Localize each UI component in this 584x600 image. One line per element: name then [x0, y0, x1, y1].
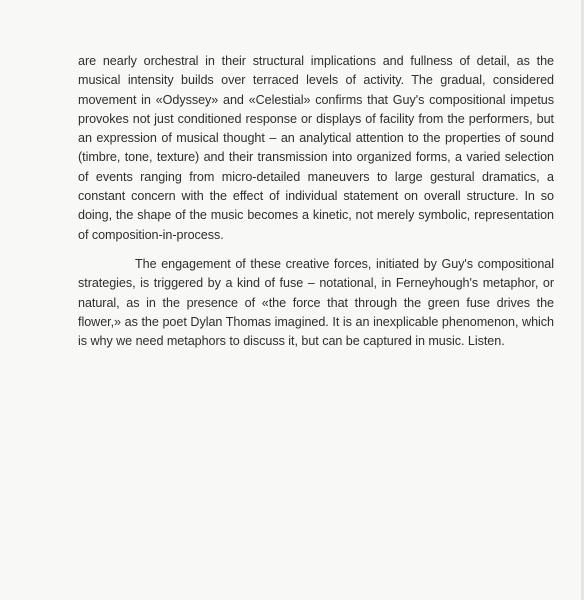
body-text — [78, 52, 554, 351]
paragraph-1: are nearly orchestral in their structural implications and fullness of detail, as the musical intensity builds over terraced levels of activity. The gradual, considered movement in «Odyssey» and «Celestial» confirms that Guy's compositional impetus provokes not just conditioned response or displays of facility from the performers, but an expression of musical thought – an analytical attention to the properties of sound (timbre, tone, texture) and their transmission into organized forms, a varied selection of events ranging from micro-detailed maneuvers to large gestural dramatics, a constant concern with the effect of individual statement on overall structure. In so doing, the shape of the music becomes a kinetic, not merely symbolic, representation of composition-in-process. — [78, 54, 554, 242]
paragraph-2: The engagement of these creative forces, initiated by Guy's compositional strategies, is triggered by a kind of fuse – notational, in Ferneyhough's metaphor, or natural, as in the presence of «the force that through the green fuse drives the flower,» as the poet Dylan Thomas imagined. It is an inexplicable phenomenon, which is why we need metaphors to discuss it, but can be captured in music. Listen. — [78, 256, 554, 349]
